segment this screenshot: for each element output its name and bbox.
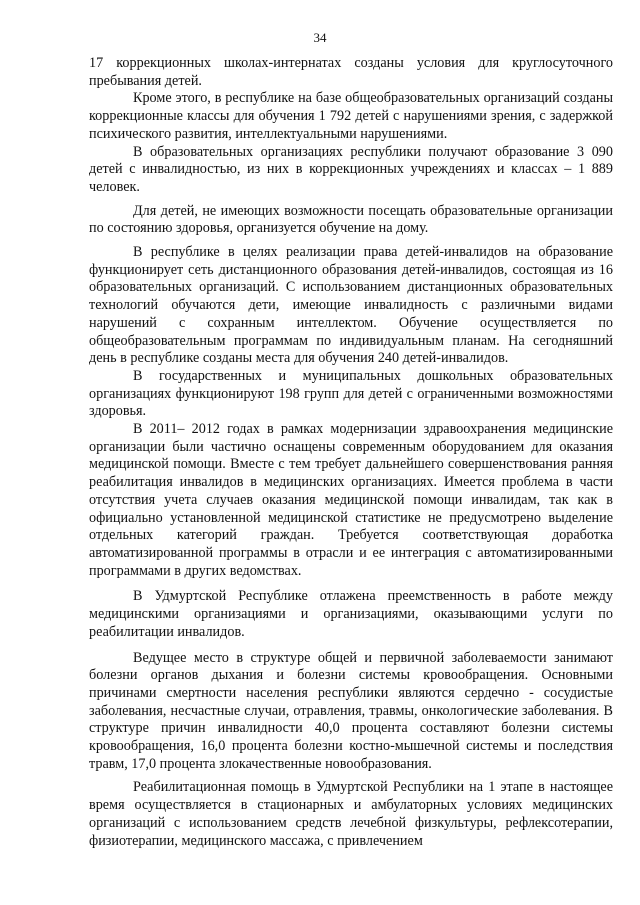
- paragraph-2: Кроме этого, в республике на базе общеобразовательных организаций созданы коррекционные классы для обучения 1 792 детей с нарушениями зрения, с задержкой психического развития, интеллектуальными нарушениями.: [89, 90, 613, 142]
- paragraph-1: 17 коррекционных школах-интернатах созданы условия для круглосуточного пребывания детей.: [89, 55, 613, 89]
- paragraph-6: В государственных и муниципальных дошкольных образовательных организациях функционируют 198 групп для детей с ограниченными возможностями здоровья.: [89, 367, 613, 420]
- paragraph-10: Реабилитационная помощь в Удмуртской Республики на 1 этапе в настоящее время осуществляется в стационарных и амбулаторных условиях медицинских организаций с использованием средств лечебной физкультуры, рефлексотерапии, физиотерапии, медицинского массажа, с привлечением: [89, 779, 613, 849]
- paragraph-4: Для детей, не имеющих возможности посещать образовательные организации по состоянию здоровья, организуется обучение на дому.: [89, 202, 613, 237]
- body-text: [89, 55, 613, 850]
- paragraph-7: В 2011– 2012 годах в рамках модернизации здравоохранения медицинские организации были частично оснащены современным оборудованием для оказания медицинской помощи. Вместе с тем требует дальнейшего совершенствования ранняя реабилитация инвалидов в медицинских организациях. Имеется проблема в части отсутствия учета случаев оказания медицинской помощи инвалидам, так как в официально установленной медицинской статистике не предусмотрено выделение отдельных категорий граждан. Требуется соответствующая доработка автоматизированной программы в отрасли и ее интеграция с автоматизированными программами в других ведомствах.: [89, 421, 613, 579]
- page-number: 34: [313, 30, 327, 45]
- paragraph-8: В Удмуртской Республике отлажена преемственность в работе между медицинскими организациями и организациями, оказывающими услуги по реабилитации инвалидов.: [89, 588, 613, 640]
- paragraph-5: В республике в целях реализации права детей-инвалидов на образование функционирует сеть дистанционного образования детей-инвалидов, состоящая из 16 образовательных организаций. С использованием дистанционных образовательных технологий обучаются дети, имеющие инвалидность с различными видами нарушений с сохранным интеллектом. Обучение осуществляется по общеобразовательным программам по индивидуальным планам. На сегодняшний день в республике созданы места для обучения 240 детей-инвалидов.: [89, 244, 613, 367]
- paragraph-9: Ведущее место в структуре общей и первичной заболеваемости занимают болезни органов дыхания и болезни системы кровообращения. Основными причинами смертности населения республики являются сердечно - сосудистые заболевания, несчастные случаи, отравления, травмы, онкологические заболевания. В структуре причин инвалидности 40,0 процента составляют болезни системы кровообращения, 16,0 процента болезни костно-мышечной системы и последствия травм, 17,0 процента злокачественные новообразования.: [89, 649, 613, 772]
- paragraph-3: В образовательных организациях республики получают образование 3 090 детей с инвалидностью, из них в коррекционных учреждениях и классах – 1 889 человек.: [89, 143, 613, 195]
